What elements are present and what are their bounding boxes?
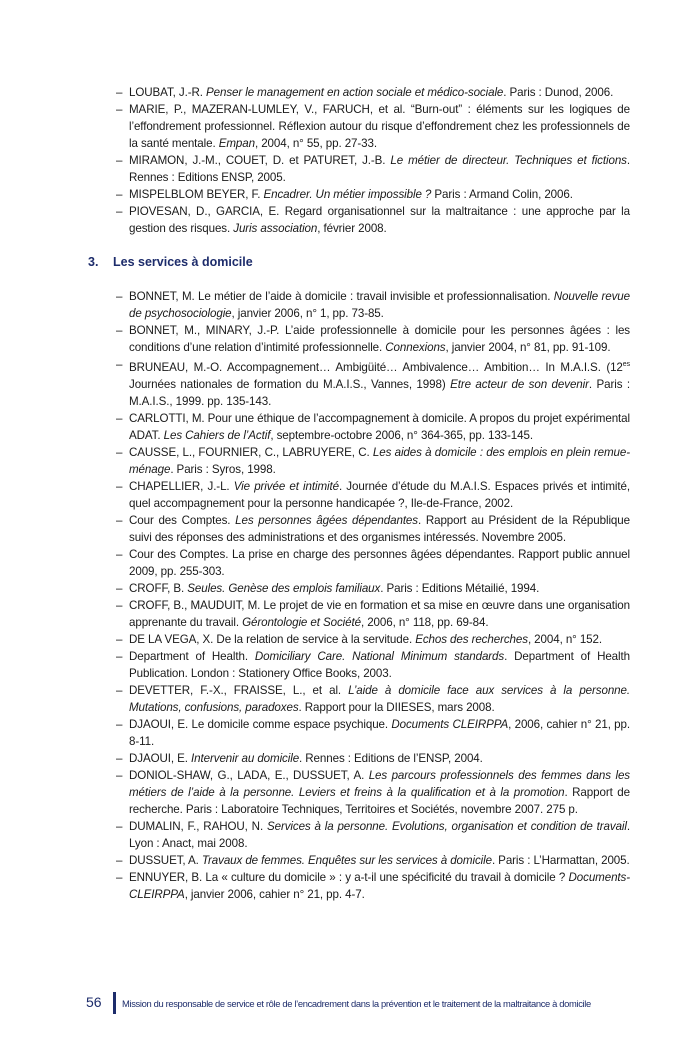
entry-text: . Rapport au Président de la République suivi des réponses des administrations et des organismes intéressés. Novembre 2005. <box>129 513 630 544</box>
bibliography-entry <box>116 512 630 546</box>
entry-text: DEVETTER, F.-X., FRAISSE, L., et al. <box>129 683 349 697</box>
bibliography-entry <box>116 152 630 186</box>
entry-text: L’aide à domicile face aux services à la personne. Mutations, confusions, paradoxes <box>129 683 630 714</box>
entry-text: Etre acteur de son devenir <box>450 377 589 391</box>
entry-text: Encadrer. Un métier impossible ? <box>263 188 432 201</box>
entry-text: . Rapport pour la DIIESES, mars 2008. <box>298 700 495 714</box>
footer-divider <box>113 992 116 1014</box>
entry-text: CAUSSE, L., FOURNIER, C., LABRUYERE, C. <box>129 445 373 459</box>
section-heading <box>88 255 253 269</box>
bibliography-entry <box>116 101 630 152</box>
entry-text: PIOVESAN, D., GARCIA, E. Regard organisationnel sur la maltraitance : une approche par la gestion des risques. <box>129 205 630 235</box>
bibliography-entry <box>116 580 630 597</box>
entry-text: Juris association <box>233 222 318 235</box>
entry-text: MIRAMON, J.-M., COUET, D. et PATURET, J.-B. <box>129 154 391 167</box>
entry-text: CARLOTTI, M. Pour une éthique de l’accompagnement à domicile. A propos du projet expérimental ADAT. <box>129 411 630 442</box>
entry-text: . Rapport de recherche. Paris : Laboratoire Techniques, Territoires et Sociétés, novembre 2007. 275 p. <box>129 785 630 816</box>
entry-text: . Paris : Syros, 1998. <box>170 462 276 476</box>
page-footer <box>86 992 646 1016</box>
entry-text: Seules. Genèse des emplois familiaux <box>187 581 381 595</box>
bibliography-entry <box>116 444 630 478</box>
entry-text: BRUNEAU, M.-O. Accompagnement… Ambigüité… Ambivalence… Ambition… In M.A.I.S. (12 <box>129 360 623 374</box>
entry-text: Empan <box>218 137 255 150</box>
entry-text: Paris : Armand Colin, 2006. <box>431 188 573 201</box>
entry-text: , 2006, n° 118, pp. 69-84. <box>360 615 489 629</box>
entry-text: Les aides à domicile : des emplois en plein remue-ménage <box>129 445 630 476</box>
entry-text: DJAOUI, E. Le domicile comme espace psychique. <box>129 717 392 731</box>
entry-text: , 2004, n° 152. <box>527 632 602 646</box>
entry-text: Connexions <box>385 341 446 354</box>
entry-text: DONIOL-SHAW, G., LADA, E., DUSSUET, A. <box>129 768 369 782</box>
bibliography-entry <box>116 716 630 750</box>
entry-text: MARIE, P., MAZERAN-LUMLEY, V., FARUCH, et al. “Burn-out” : éléments sur les logiques de l’effondrement professionnel. Réflexion autour du risque d’effondrement chez les professionnels de la santé mentale. <box>129 103 630 150</box>
entry-text: Services à la personne. Evolutions, organisation et condition de travail <box>266 819 627 833</box>
bibliography-entry <box>116 186 630 203</box>
bibliography-list-top <box>116 84 630 237</box>
entry-text: Cour des Comptes. <box>129 513 236 527</box>
bibliography-entry <box>116 852 630 869</box>
bibliography-entry <box>116 648 630 682</box>
bibliography-entry <box>116 767 630 818</box>
entry-text: Echos des recherches <box>415 632 528 646</box>
entry-text: Les Cahiers de l’Actif <box>163 428 271 442</box>
entry-text: , 2006, cahier n° 21, pp. 8-11. <box>129 717 630 748</box>
bibliography-entry <box>116 84 630 101</box>
entry-text: Penser le management en action sociale et médico-sociale <box>205 86 504 99</box>
bibliography-entry <box>116 631 630 648</box>
entry-text: Journées nationales de formation du M.A.I.S., Vannes, 1998) <box>129 377 451 391</box>
bibliography-entry <box>116 750 630 767</box>
entry-text: Les parcours professionnels des femmes dans les métiers de l’aide à la personne. Leviers et freins à la qualification et à la promotion <box>129 768 630 799</box>
entry-text: Les personnes âgées dépendantes <box>235 513 418 527</box>
section-number: 3. <box>88 255 99 269</box>
bibliography-entry <box>116 682 630 716</box>
entry-text: . Rennes : Editions de l’ENSP, 2004. <box>299 751 483 765</box>
entry-text: Cour des Comptes. La prise en charge des personnes âgées dépendantes. Rapport public annuel 2009, pp. 255-303. <box>129 547 630 578</box>
entry-text: . Lyon : Anact, mai 2008. <box>129 819 631 850</box>
entry-text: , janvier 2004, n° 81, pp. 91-109. <box>445 341 611 354</box>
entry-text: ENNUYER, B. La « culture du domicile » : y a-t-il une spécificité du travail à domicile ? <box>129 870 569 884</box>
bibliography-entry <box>116 818 630 852</box>
entry-text: Department of Health. <box>129 649 255 663</box>
bibliography-entry <box>116 288 630 322</box>
entry-text: . Paris : L’Harmattan, 2005. <box>491 853 630 867</box>
entry-text: Gérontologie et Société <box>242 615 361 629</box>
bibliography-entry <box>116 597 630 631</box>
entry-text: DUSSUET, A. <box>129 853 202 867</box>
bibliography-entry <box>116 869 630 903</box>
bibliography-entry <box>116 546 630 580</box>
entry-text: . Paris : Dunod, 2006. <box>503 86 614 99</box>
bibliography-entry <box>116 410 630 444</box>
entry-text: . Paris : Editions Métailié, 1994. <box>380 581 540 595</box>
entry-text: , janvier 2006, cahier n° 21, pp. 4-7. <box>184 887 365 901</box>
entry-text: Domiciliary Care. National Minimum standards <box>254 649 505 663</box>
section-title: Les services à domicile <box>113 255 253 269</box>
entry-text: . Journée d’étude du M.A.I.S. Espaces privés et intimité, quel accompagnement pour la personne handicapée ?, Ile-de-France, 2002. <box>129 479 631 510</box>
entry-text: Travaux de femmes. Enquêtes sur les services à domicile <box>201 853 492 867</box>
entry-text: BONNET, M., MINARY, J.-P. L’aide professionnelle à domicile pour les personnes âgées : les conditions d’une relation d’intimité professionnelle. <box>129 324 630 354</box>
entry-text: DJAOUI, E. <box>129 751 192 765</box>
entry-text: DE LA VEGA, X. De la relation de service à la servitude. <box>129 632 416 646</box>
entry-text: , février 2008. <box>317 222 387 235</box>
entry-text: Documents-CLEIRPPA <box>129 870 630 901</box>
entry-text: CHAPELLIER, J.-L. <box>129 479 234 493</box>
entry-text: BONNET, M. Le métier de l’aide à domicile : travail invisible et professionnalisation. <box>129 290 554 303</box>
entry-text: Documents CLEIRPPA <box>391 717 509 731</box>
entry-text: Le métier de directeur. Techniques et fictions <box>390 154 627 167</box>
bibliography-entry <box>116 203 630 237</box>
entry-text: , janvier 2006, n° 1, pp. 73-85. <box>231 307 384 320</box>
entry-text: . Rennes : Editions ENSP, 2005. <box>129 154 630 184</box>
entry-text: . Department of Health Publication. London : Stationery Office Books, 2003. <box>129 649 630 680</box>
bibliography-entry <box>116 322 630 356</box>
entry-text: . Paris : M.A.I.S., 1999. pp. 135-143. <box>129 377 630 408</box>
entry-text: Vie privée et intimité <box>233 479 339 493</box>
bibliography-list-services <box>116 288 630 903</box>
entry-text: LOUBAT, J.-R. <box>129 86 206 99</box>
footer-title: Mission du responsable de service et rôle de l’encadrement dans la prévention et le traitement de la maltraitance à domicile <box>122 998 591 1009</box>
page-number: 56 <box>86 994 102 1010</box>
entry-text: es <box>622 361 630 368</box>
bibliography-entry <box>116 478 630 512</box>
entry-text: , 2004, n° 55, pp. 27-33. <box>254 137 377 150</box>
entry-text: CROFF, B., MAUDUIT, M. Le projet de vie en formation et sa mise en œuvre dans une organisation apprenante du travail. <box>129 598 630 629</box>
entry-text: DUMALIN, F., RAHOU, N. <box>129 819 267 833</box>
entry-text: CROFF, B. <box>129 581 188 595</box>
entry-text: MISPELBLOM BEYER, F. <box>129 188 264 201</box>
entry-text: Nouvelle revue de psychosociologie <box>129 290 630 320</box>
bibliography-entry <box>116 356 630 410</box>
entry-text: , septembre-octobre 2006, n° 364-365, pp. 133-145. <box>270 428 533 442</box>
entry-text: Intervenir au domicile <box>191 751 300 765</box>
